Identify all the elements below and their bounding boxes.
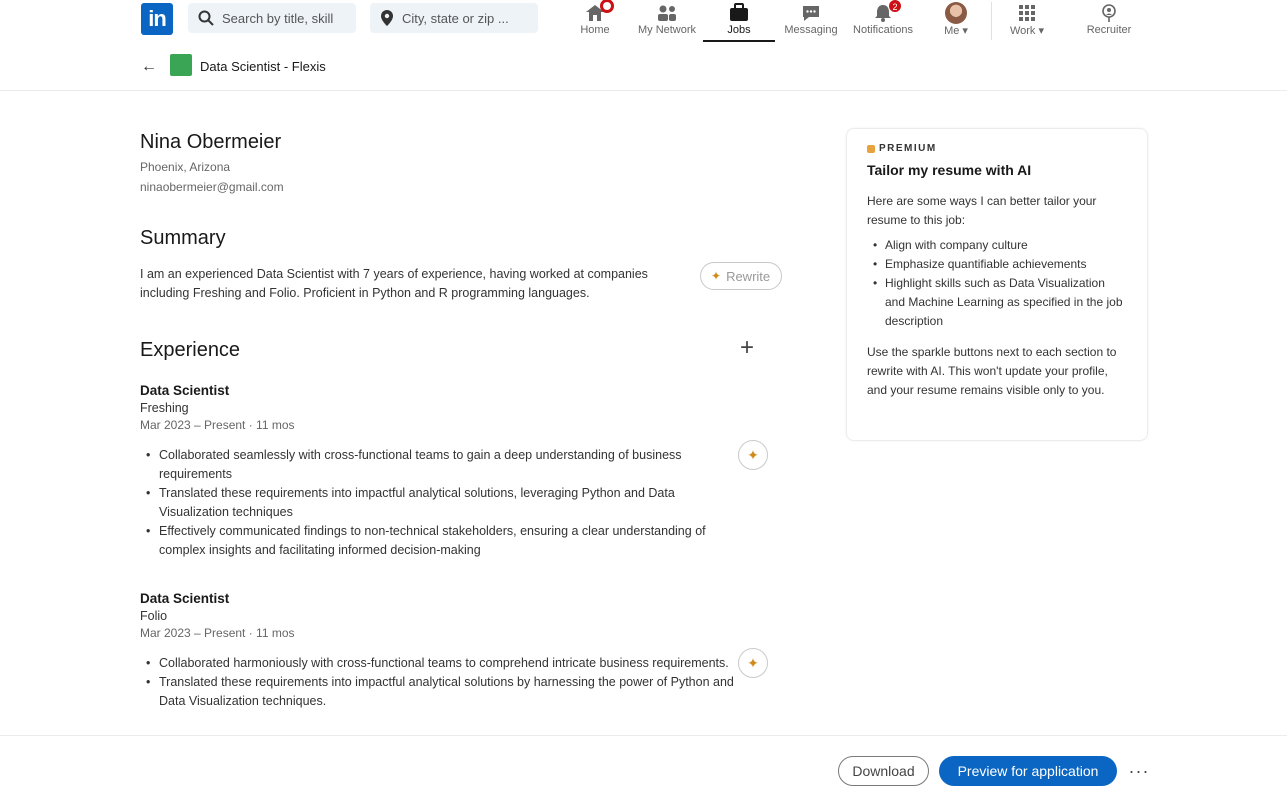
sparkle-icon: ✦	[747, 446, 759, 463]
company-logo	[170, 54, 192, 76]
action-bar	[0, 735, 1287, 801]
recruiter-icon	[1098, 3, 1120, 23]
summary-heading: Summary	[140, 227, 226, 249]
panel-tip: • Emphasize quantifiable achievements	[885, 255, 1127, 274]
notification-count-badge: 2	[888, 0, 902, 13]
nav-home[interactable]	[574, 0, 616, 42]
nav-me-label: Me ▾	[944, 25, 968, 37]
location-pin-icon	[380, 9, 394, 27]
nav-messaging-label: Messaging	[784, 24, 838, 36]
nav-recruiter[interactable]	[1081, 0, 1137, 42]
rewrite-experience-1-button[interactable]	[738, 440, 768, 470]
network-icon	[656, 3, 678, 23]
panel-intro: Here are some ways I can better tailor your resume to this job:	[867, 194, 1097, 227]
nav-work-label: Work ▾	[1009, 25, 1045, 37]
candidate-location: Phoenix, Arizona	[140, 160, 231, 174]
nav-notifications[interactable]	[848, 0, 918, 42]
experience-2-company: Folio	[140, 609, 168, 623]
panel-title: Tailor my resume with AI	[867, 162, 1032, 178]
more-options-icon[interactable]: ···	[1128, 760, 1150, 781]
preview-for-application-button[interactable]: Preview for application	[939, 756, 1117, 786]
experience-1-dates: Mar 2023 – Present · 11 mos	[140, 418, 295, 432]
rewrite-summary-button[interactable]	[700, 262, 782, 290]
search-location-placeholder: City, state or zip ...	[402, 10, 509, 26]
search-title-placeholder: Search by title, skill	[222, 10, 334, 26]
nav-messaging[interactable]	[781, 0, 841, 42]
nav-jobs[interactable]	[703, 0, 775, 42]
linkedin-logo[interactable]: in	[141, 3, 173, 35]
nav-me[interactable]	[935, 0, 977, 42]
job-subheader	[0, 44, 1287, 91]
panel-footer: Use the sparkle buttons next to each section to rewrite with AI. This won't update your profile, and your resume remains visible only to you.	[867, 345, 1117, 397]
experience-1-bullet: • Collaborated seamlessly with cross-functional teams to gain a deep understanding of business requirements	[159, 446, 734, 484]
search-location-input[interactable]	[370, 3, 538, 33]
summary-text: I am an experienced Data Scientist with 7 years of experience, having worked at companies including Freshing and Folio. Proficient in Python and R programming languages.	[140, 267, 648, 300]
download-button[interactable]: Download	[838, 756, 929, 786]
nav-home-label: Home	[580, 24, 610, 36]
sparkle-icon: ✦	[747, 654, 759, 671]
panel-tip: • Highlight skills such as Data Visualization and Machine Learning as specified in the job description	[885, 274, 1127, 331]
nav-notifications-label: Notifications	[853, 24, 913, 36]
nav-jobs-label: Jobs	[727, 24, 751, 36]
experience-1-bullet: • Effectively communicated findings to non-technical stakeholders, ensuring a clear understanding of complex insights and facilitating informed decision-making	[159, 522, 734, 560]
candidate-email: ninaobermeier@gmail.com	[140, 180, 284, 194]
top-nav	[0, 0, 1287, 44]
chat-icon	[800, 3, 822, 23]
panel-tips	[885, 236, 1127, 331]
experience-1-bullets	[159, 446, 734, 560]
experience-heading: Experience	[140, 339, 241, 361]
sparkle-icon: ✦	[711, 269, 722, 283]
premium-badge	[867, 143, 1127, 154]
avatar	[945, 2, 967, 24]
candidate-name: Nina Obermeier	[140, 131, 282, 153]
nav-work[interactable]	[1003, 0, 1051, 42]
premium-ai-panel	[846, 128, 1148, 441]
premium-icon	[867, 145, 875, 153]
briefcase-icon	[728, 3, 750, 23]
back-arrow-icon[interactable]: ←	[141, 58, 157, 75]
search-icon	[198, 10, 214, 26]
home-notification-dot	[600, 0, 614, 13]
experience-1-company: Freshing	[140, 401, 189, 415]
search-title-input[interactable]	[188, 3, 356, 33]
rewrite-label: Rewrite	[726, 268, 771, 284]
experience-1-bullet: • Translated these requirements into impactful analytical solutions, leveraging Python and Data Visualization techniques	[159, 484, 734, 522]
experience-2-title: Data Scientist	[140, 591, 230, 606]
job-title[interactable]: Data Scientist - Flexis	[200, 59, 326, 74]
nav-divider	[991, 2, 992, 40]
experience-2-bullets	[159, 654, 734, 711]
add-experience-icon[interactable]: +	[740, 334, 755, 361]
nav-my-network-label: My Network	[637, 24, 697, 36]
panel-tip: • Align with company culture	[885, 236, 1127, 255]
premium-label: PREMIUM	[879, 143, 937, 154]
experience-2-dates: Mar 2023 – Present · 11 mos	[140, 626, 295, 640]
experience-2-bullet: • Collaborated harmoniously with cross-functional teams to comprehend intricate business requirements.	[159, 654, 734, 673]
grid-icon	[1017, 3, 1037, 23]
nav-recruiter-label: Recruiter	[1086, 24, 1132, 36]
experience-2-bullet: • Translated these requirements into impactful analytical solutions by harnessing the power of Python and Data Visualization techniques.	[159, 673, 734, 711]
nav-my-network[interactable]	[634, 0, 700, 42]
rewrite-experience-2-button[interactable]	[738, 648, 768, 678]
experience-1-title: Data Scientist	[140, 383, 230, 398]
